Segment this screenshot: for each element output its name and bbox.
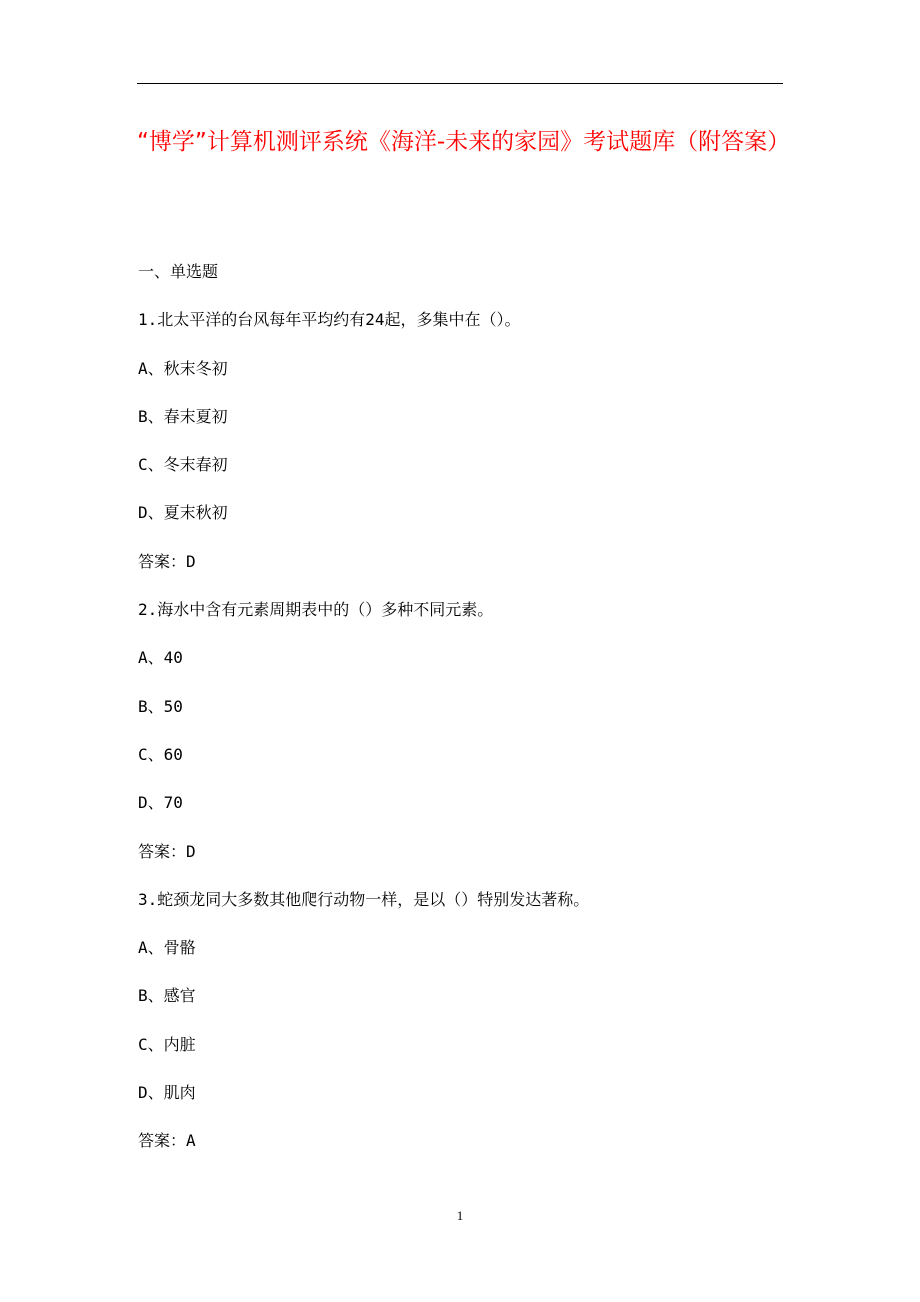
option-c: C、内脏 <box>138 1034 196 1054</box>
option-d: D、70 <box>138 793 183 813</box>
answer-text: 答案：A <box>138 1131 196 1151</box>
page-number: 1 <box>456 1208 464 1223</box>
header-rule <box>137 83 783 84</box>
option-d: D、夏末秋初 <box>138 503 228 523</box>
question-2 <box>138 598 784 888</box>
answer-text: 答案：D <box>138 841 196 861</box>
option-b: B、感官 <box>138 986 196 1006</box>
option-b: B、50 <box>138 696 183 716</box>
question-3 <box>138 888 784 1178</box>
question-text: 1.北太平洋的台风每年平均约有24起，多集中在（）。 <box>138 310 521 330</box>
section-heading: 一、单选题 <box>138 262 219 281</box>
question-text: 2.海水中含有元素周期表中的（）多种不同元素。 <box>138 600 494 620</box>
option-b: B、春末夏初 <box>138 406 228 426</box>
option-c: C、60 <box>138 744 183 764</box>
option-a: A、40 <box>138 648 183 668</box>
option-a: A、骨骼 <box>138 938 196 958</box>
document-body <box>138 260 784 1178</box>
question-1 <box>138 308 784 598</box>
answer-text: 答案：D <box>138 551 196 571</box>
option-d: D、肌肉 <box>138 1083 196 1103</box>
option-a: A、秋末冬初 <box>138 358 228 378</box>
option-c: C、冬末春初 <box>138 455 228 475</box>
question-text: 3.蛇颈龙同大多数其他爬行动物一样，是以（）特别发达著称。 <box>138 889 590 909</box>
document-title: “博学”计算机测评系统《海洋-未来的家园》考试题库（附答案） <box>137 129 791 155</box>
